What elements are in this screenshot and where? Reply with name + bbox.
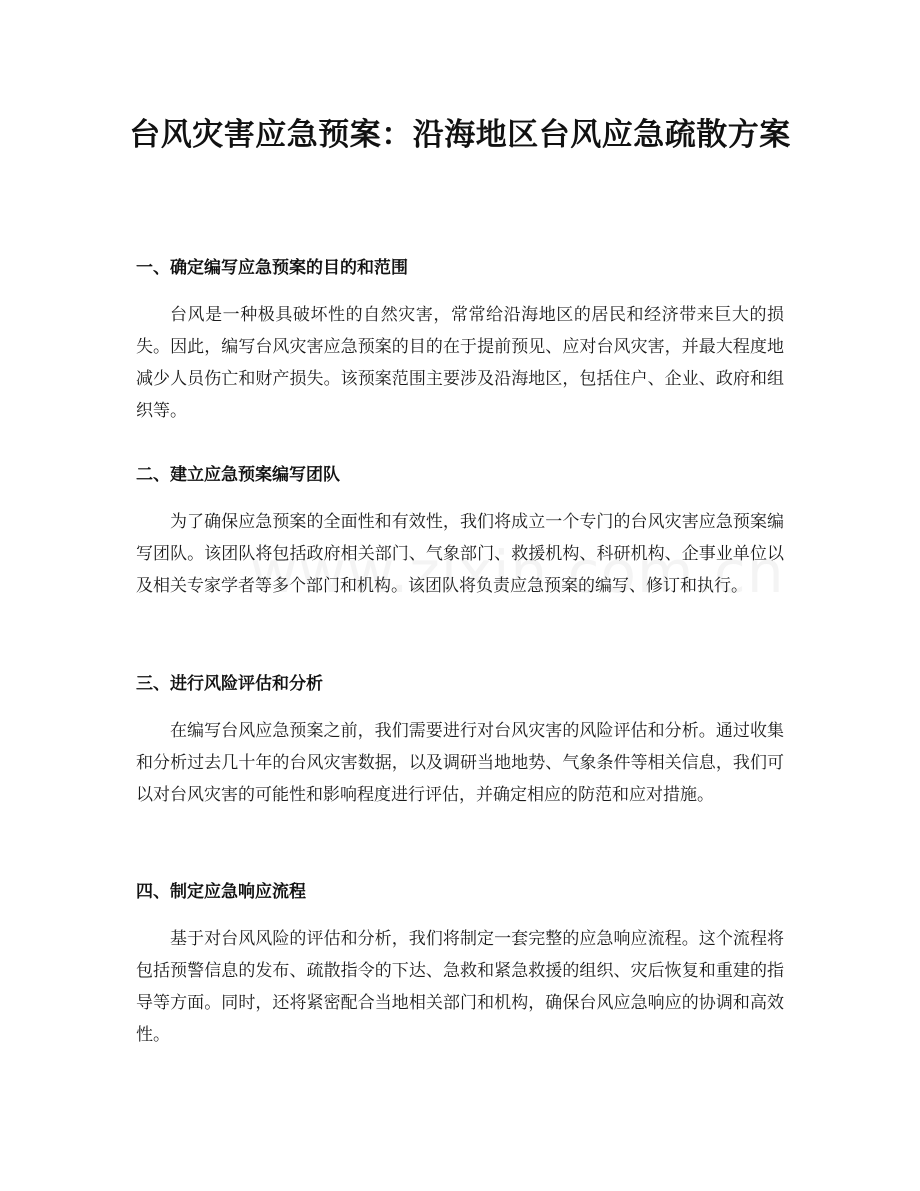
- section-heading-2: 二、建立应急预案编写团队: [136, 465, 340, 485]
- document-title: 台风灾害应急预案：沿海地区台风应急疏散方案: [129, 117, 791, 153]
- section-heading-1: 一、确定编写应急预案的目的和范围: [136, 258, 408, 278]
- section-body-1: 台风是一种极具破坏性的自然灾害，常常给沿海地区的居民和经济带来巨大的损失。因此，编写台风灾害应急预案的目的在于提前预见、应对台风灾害，并最大程度地减少人员伤亡和财产损失。该预案范围主要涉及沿海地区，包括住户、企业、政府和组织等。: [136, 305, 784, 421]
- section-body-2: 为了确保应急预案的全面性和有效性，我们将成立一个专门的台风灾害应急预案编写团队。该团队将包括政府相关部门、气象部门、救援机构、科研机构、企事业单位以及相关专家学者等多个部门和机构。该团队将负责应急预案的编写、修订和执行。: [136, 512, 784, 596]
- section-body-3: 在编写台风应急预案之前，我们需要进行对台风灾害的风险评估和分析。通过收集和分析过去几十年的台风灾害数据，以及调研当地地势、气象条件等相关信息，我们可以对台风灾害的可能性和影响程度进行评估，并确定相应的防范和应对措施。: [136, 721, 784, 805]
- section-heading-3: 三、进行风险评估和分析: [136, 674, 323, 694]
- section-body-4: 基于对台风风险的评估和分析，我们将制定一套完整的应急响应流程。这个流程将包括预警信息的发布、疏散指令的下达、急救和紧急救援的组织、灾后恢复和重建的指导等方面。同时，还将紧密配合当地相关部门和机构，确保台风应急响应的协调和高效性。: [136, 929, 784, 1045]
- section-heading-4: 四、制定应急响应流程: [136, 882, 306, 902]
